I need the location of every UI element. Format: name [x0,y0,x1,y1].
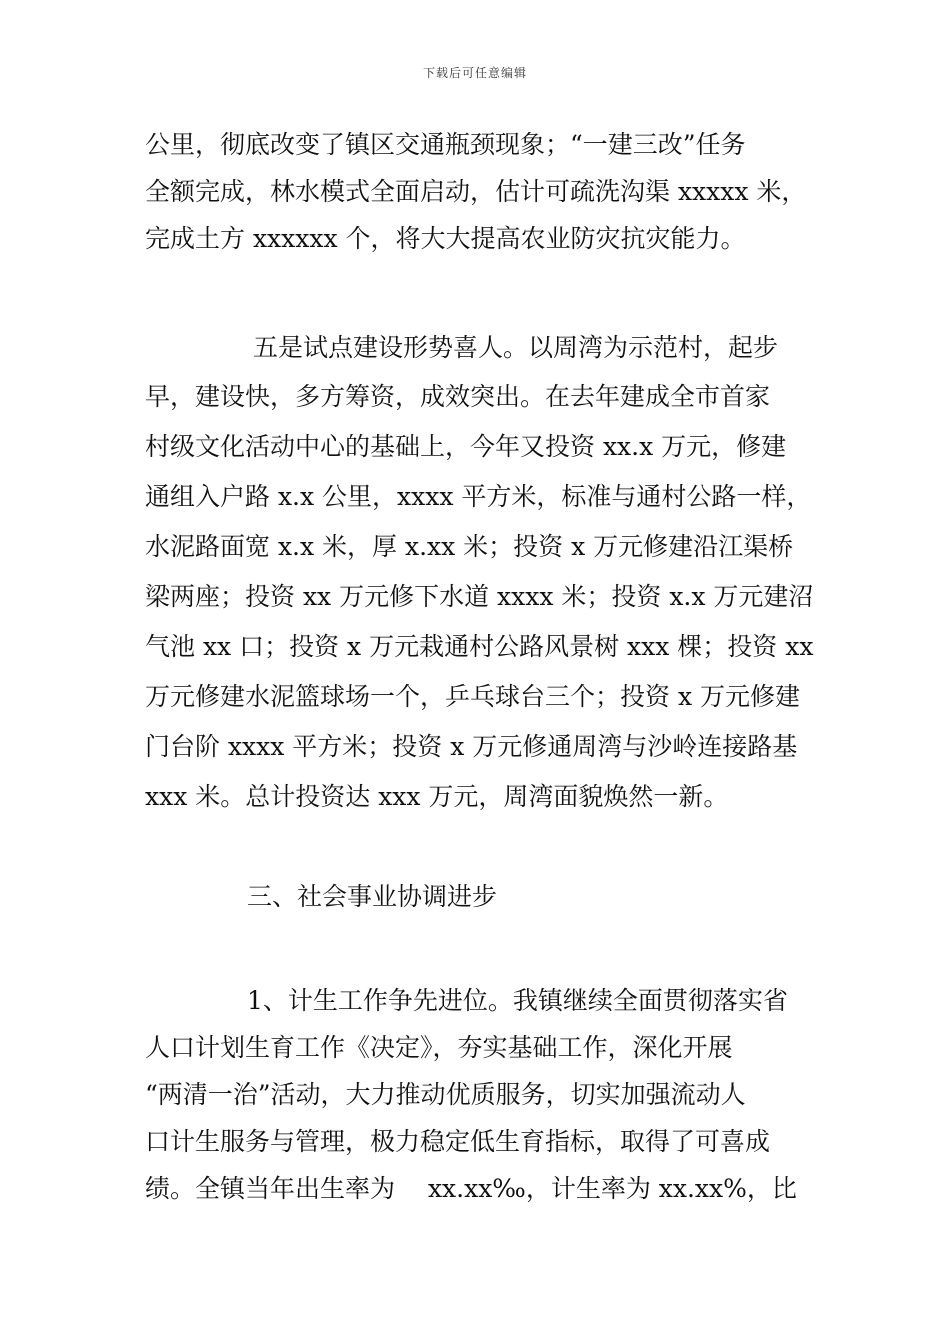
paragraph-3-line-5: 绩。全镇当年出生率为 xx.xx‰，计生率为 xx.xx%，比 [145,1174,797,1203]
section-heading: 三、社会事业协调进步 [247,882,498,911]
paragraph-3-line-1: 1、计生工作争先进位。我镇继续全面贯彻落实省 [247,986,788,1015]
paragraph-2-line-3: 村级文化活动中心的基础上，今年又投资 xx.x 万元，修建 [145,432,787,461]
paragraph-2-line-5: 水泥路面宽 x.x 米，厚 x.xx 米；投资 x 万元修建沿江渠桥 [145,532,794,561]
page-header-note: 下载后可任意编辑 [422,66,527,80]
paragraph-3-line-2: 人口计划生育工作《决定》，夯实基础工作，深化开展 [145,1033,733,1062]
paragraph-2-line-10: xxx 米。总计投资达 xxx 万元，周湾面貌焕然一新。 [145,782,729,811]
paragraph-3-line-4: 口计生服务与管理，极力稳定低生育指标，取得了可喜成 [145,1127,771,1156]
paragraph-2-line-1: 五是试点建设形势喜人。以周湾为示范村，起步 [253,333,779,362]
paragraph-2-line-8: 万元修建水泥篮球场一个，乒乓球台三个；投资 x 万元修建 [145,682,800,711]
paragraph-2-line-6: 梁两座；投资 xx 万元修下水道 xxxx 米；投资 x.x 万元建沼 [145,582,814,611]
paragraph-2-line-2: 早，建设快，多方筹资，成效突出。在去年建成全市首家 [145,382,771,411]
paragraph-2-line-7: 气池 xx 口；投资 x 万元栽通村公路风景树 xxx 棵；投资 xx [145,632,814,661]
paragraph-2-line-4: 通组入户路 x.x 公里，xxxx 平方米，标准与通村公路一样， [145,482,812,511]
paragraph-1-line-2: 全额完成，林水模式全面启动，估计可疏洗沟渠 xxxxx 米， [145,177,807,206]
paragraph-2-line-9: 门台阶 xxxx 平方米；投资 x 万元修通周湾与沙岭连接路基 [145,732,798,761]
paragraph-1-line-3: 完成土方 xxxxxx 个，将大大提高农业防灾抗灾能力。 [145,224,746,253]
paragraph-1-line-1: 公里，彻底改变了镇区交通瓶颈现象；“一建三改”任务 [145,130,746,159]
paragraph-3-line-3: “两清一治”活动，大力推动优质服务，切实加强流动人 [145,1080,746,1109]
